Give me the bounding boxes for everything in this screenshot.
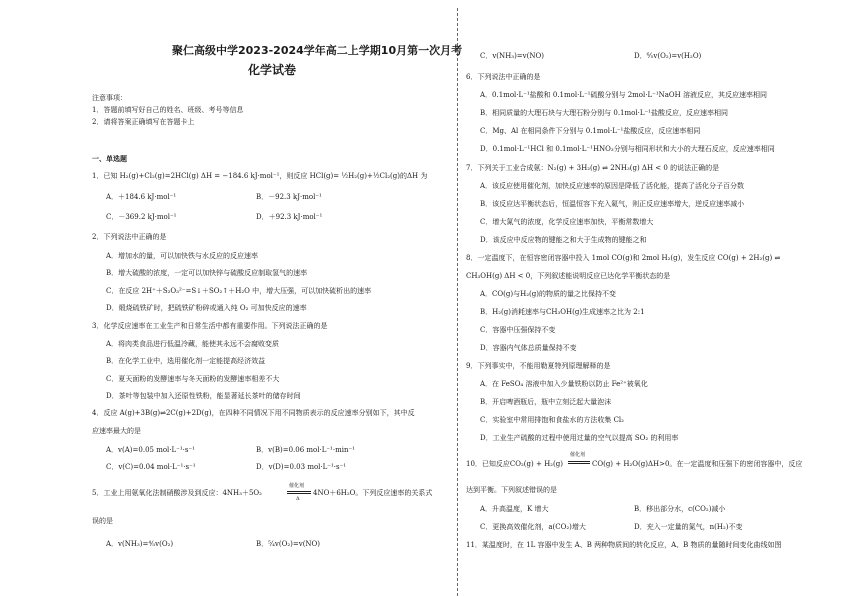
catalyst-label: 催化剂 [289, 483, 305, 489]
question-10: 10．已知反应CO₂(g) + H₂(g) [466, 460, 563, 468]
option-b: B．⁵⁄₄v(O₂)=v(NO) [256, 540, 321, 548]
question-5-cont: 误的是 [92, 517, 113, 525]
subject-title: 化学试卷 [248, 63, 297, 77]
question-8: 8．一定温度下，在恒容密闭容器中投入 1mol CO(g)和 2mol H₂(g)，发生反应 CO(g) + 2H₂(g) ⇌ [466, 254, 781, 262]
question-10-cont: 达到平衡。下列叙述错误的是 [466, 486, 557, 494]
option-c: C．夏天面粉的发酵速率与冬天面粉的发酵速率相差不大 [106, 375, 280, 383]
option-a: A．在 FeSO₄ 溶液中加入少量铁粉以防止 Fe²⁺被氧化 [480, 380, 648, 388]
option-b: B．移出部分水，c(CO₂)减小 [634, 505, 726, 513]
option-c: C．容器中压强保持不变 [480, 326, 556, 334]
question-3: 3．化学反应速率在工业生产和日常生活中都有重要作用。下列说法正确的是 [92, 322, 328, 330]
option-a: A．升高温度，K 增大 [480, 505, 549, 513]
question-7: 7．下列关于工业合成氨：N₂(g) + 3H₂(g) ⇌ 2NH₃(g) ΔH < 0 的说法正确的是 [466, 164, 720, 172]
option-c: C．实验室中常用排饱和食盐水的方法收集 Cl₂ [480, 416, 624, 424]
heat-label: Δ [296, 496, 300, 502]
option-a: A．v(NH₃)=⁴⁄₅v(O₂) [106, 540, 174, 548]
option-a: A．将肉类食品进行低温冷藏，能使其永远不会腐败变质 [106, 340, 280, 348]
reaction-arrow [568, 463, 590, 464]
option-d: D．＋92.3 kJ·mol⁻¹ [256, 213, 323, 221]
reaction-arrow [287, 493, 311, 494]
column-divider [457, 8, 458, 596]
notes-heading: 注意事项： [92, 94, 127, 102]
option-a: A．CO(g)与H₂(g)的物质的量之比保持不变 [480, 290, 616, 298]
option-d: D．该反应中反应物的键能之和大于生成物的键能之和 [480, 236, 647, 244]
option-d: D．v(D)=0.03 mol·L⁻¹·s⁻¹ [256, 463, 347, 471]
catalyst-label: 催化剂 [570, 452, 586, 458]
reaction-arrow [568, 461, 590, 462]
option-c: C．在反应 2H⁺＋S₂O₃²⁻=S↓＋SO₂↑＋H₂O 中，增大压强，可以加快硫析出的速率 [106, 287, 372, 295]
option-d: D．充入一定量的氮气，n(H₂)不变 [634, 523, 743, 531]
question-8-cont: CH₃OH(g) ΔH < 0，下列叙述能说明反应已达化学平衡状态的是 [466, 272, 671, 280]
option-a: A．v(A)=0.05 mol·L⁻¹·s⁻¹ [106, 446, 195, 454]
option-b: B．－92.3 kJ·mol⁻¹ [256, 193, 322, 201]
option-a: A．0.1mol·L⁻¹盐酸和 0.1mol·L⁻¹硫酸分别与 2mol·L⁻¹NaOH 溶液反应，其反应速率相同 [480, 91, 767, 99]
option-a: A．该反应使用催化剂，加快反应速率的原因是降低了活化能，提高了活化分子百分数 [480, 182, 745, 190]
question-2: 2．下列说法中正确的是 [92, 233, 167, 241]
option-a: A．＋184.6 kJ·mol⁻¹ [106, 193, 177, 201]
option-b: B．该反应达平衡状态后，恒温恒容下充入氦气，则正反应速率增大，逆反应速率减小 [480, 200, 745, 208]
option-d: D．煅烧硫铁矿时，把硫铁矿粉碎或通入纯 O₂ 可加快反应的速率 [106, 304, 307, 312]
option-b: B．相同质量的大理石块与大理石粉分别与 0.1mol·L⁻¹盐酸反应，反应速率相同 [480, 109, 728, 117]
option-b: B．增大硫酸的浓度，一定可以加快锌与硫酸反应制取氢气的速率 [106, 269, 308, 277]
option-d: D．容器内气体总质量保持不变 [480, 344, 577, 352]
section-heading: 一、单选题 [92, 155, 127, 163]
question-10-tail: CO(g) + H₂O(g)ΔH>0。在一定温度和压强下的密闭容器中，反应 [592, 460, 803, 468]
option-b: B．v(B)=0.06 mol·L⁻¹·min⁻¹ [256, 446, 355, 454]
option-c: C．Mg、Al 在相同条件下分别与 0.1mol·L⁻¹盐酸反应，反应速率相同 [480, 127, 701, 135]
question-4-cont: 应速率最大的是 [92, 427, 141, 435]
option-b: B．开启啤酒瓶后，瓶中立刻泛起大量泡沫 [480, 398, 612, 406]
reaction-arrow [287, 491, 311, 492]
option-c: C．v(C)=0.04 mol·L⁻¹·s⁻¹ [106, 463, 196, 471]
option-d: D．⁶⁄₅v(O₂)=v(H₂O) [634, 52, 702, 60]
option-d: D．工业生产硫酸的过程中使用过量的空气以提高 SO₂ 的利用率 [480, 434, 679, 442]
question-5: 5．工业上用氨氧化法制硝酸涉及到反应：4NH₃＋5O₂ [92, 489, 262, 497]
note-item: 2．请将答案正确填写在答题卡上 [92, 118, 195, 126]
option-d: D．茶叶等包装中加入还原性铁粉，能显著延长茶叶的储存时间 [106, 392, 301, 400]
option-c: C．－369.2 kJ·mol⁻¹ [106, 213, 177, 221]
option-b: B．H₂(g)消耗速率与CH₃OH(g)生成速率之比为 2:1 [480, 308, 645, 316]
note-item: 1．答题前填写好自己的姓名、班级、考号等信息 [92, 106, 244, 114]
question-9: 9．下列事实中，不能用勒夏特列原理解释的是 [466, 362, 611, 370]
question-4: 4．反应 A(g)+3B(g)⇌2C(g)+2D(g)，在四种不同情况下用不同物质表示的反应速率分别如下，其中反 [92, 409, 415, 417]
question-11: 11．某温度时，在 1L 容器中发生 A、B 两种物质间的转化反应，A、B 物质的量随时间变化曲线如图 [466, 541, 782, 549]
option-a: A．增加水的量，可以加快铁与水反应的反应速率 [106, 252, 259, 260]
option-c: C．更换高效催化剂，a(CO₂)增大 [480, 523, 586, 531]
option-d: D．0.1mol·L⁻¹HCl 和 0.1mol·L⁻¹HNO₃分别与相同形状和大小的大理石反应，反应速率相同 [480, 145, 775, 153]
option-b: B．在化学工业中，选用催化剂一定能提高经济效益 [106, 357, 266, 365]
option-c: C．v(NH₃)=v(NO) [480, 52, 544, 60]
option-c: C．增大氮气的浓度，化学反应速率加快，平衡常数增大 [480, 218, 654, 226]
question-5-tail: 4NO＋6H₂O。下列反应速率的关系式 [313, 489, 433, 497]
exam-title: 聚仁高级中学2023-2024学年高二上学期10月第一次月考 [172, 44, 463, 57]
question-1: 1．已知 H₂(g)+Cl₂(g)=2HCl(g) ΔH = −184.6 kJ·mol⁻¹，则反应 HCl(g)= ½H₂(g)+½Cl₂(g)的ΔH 为 [92, 172, 428, 180]
question-6: 6．下列说法中正确的是 [466, 73, 541, 81]
